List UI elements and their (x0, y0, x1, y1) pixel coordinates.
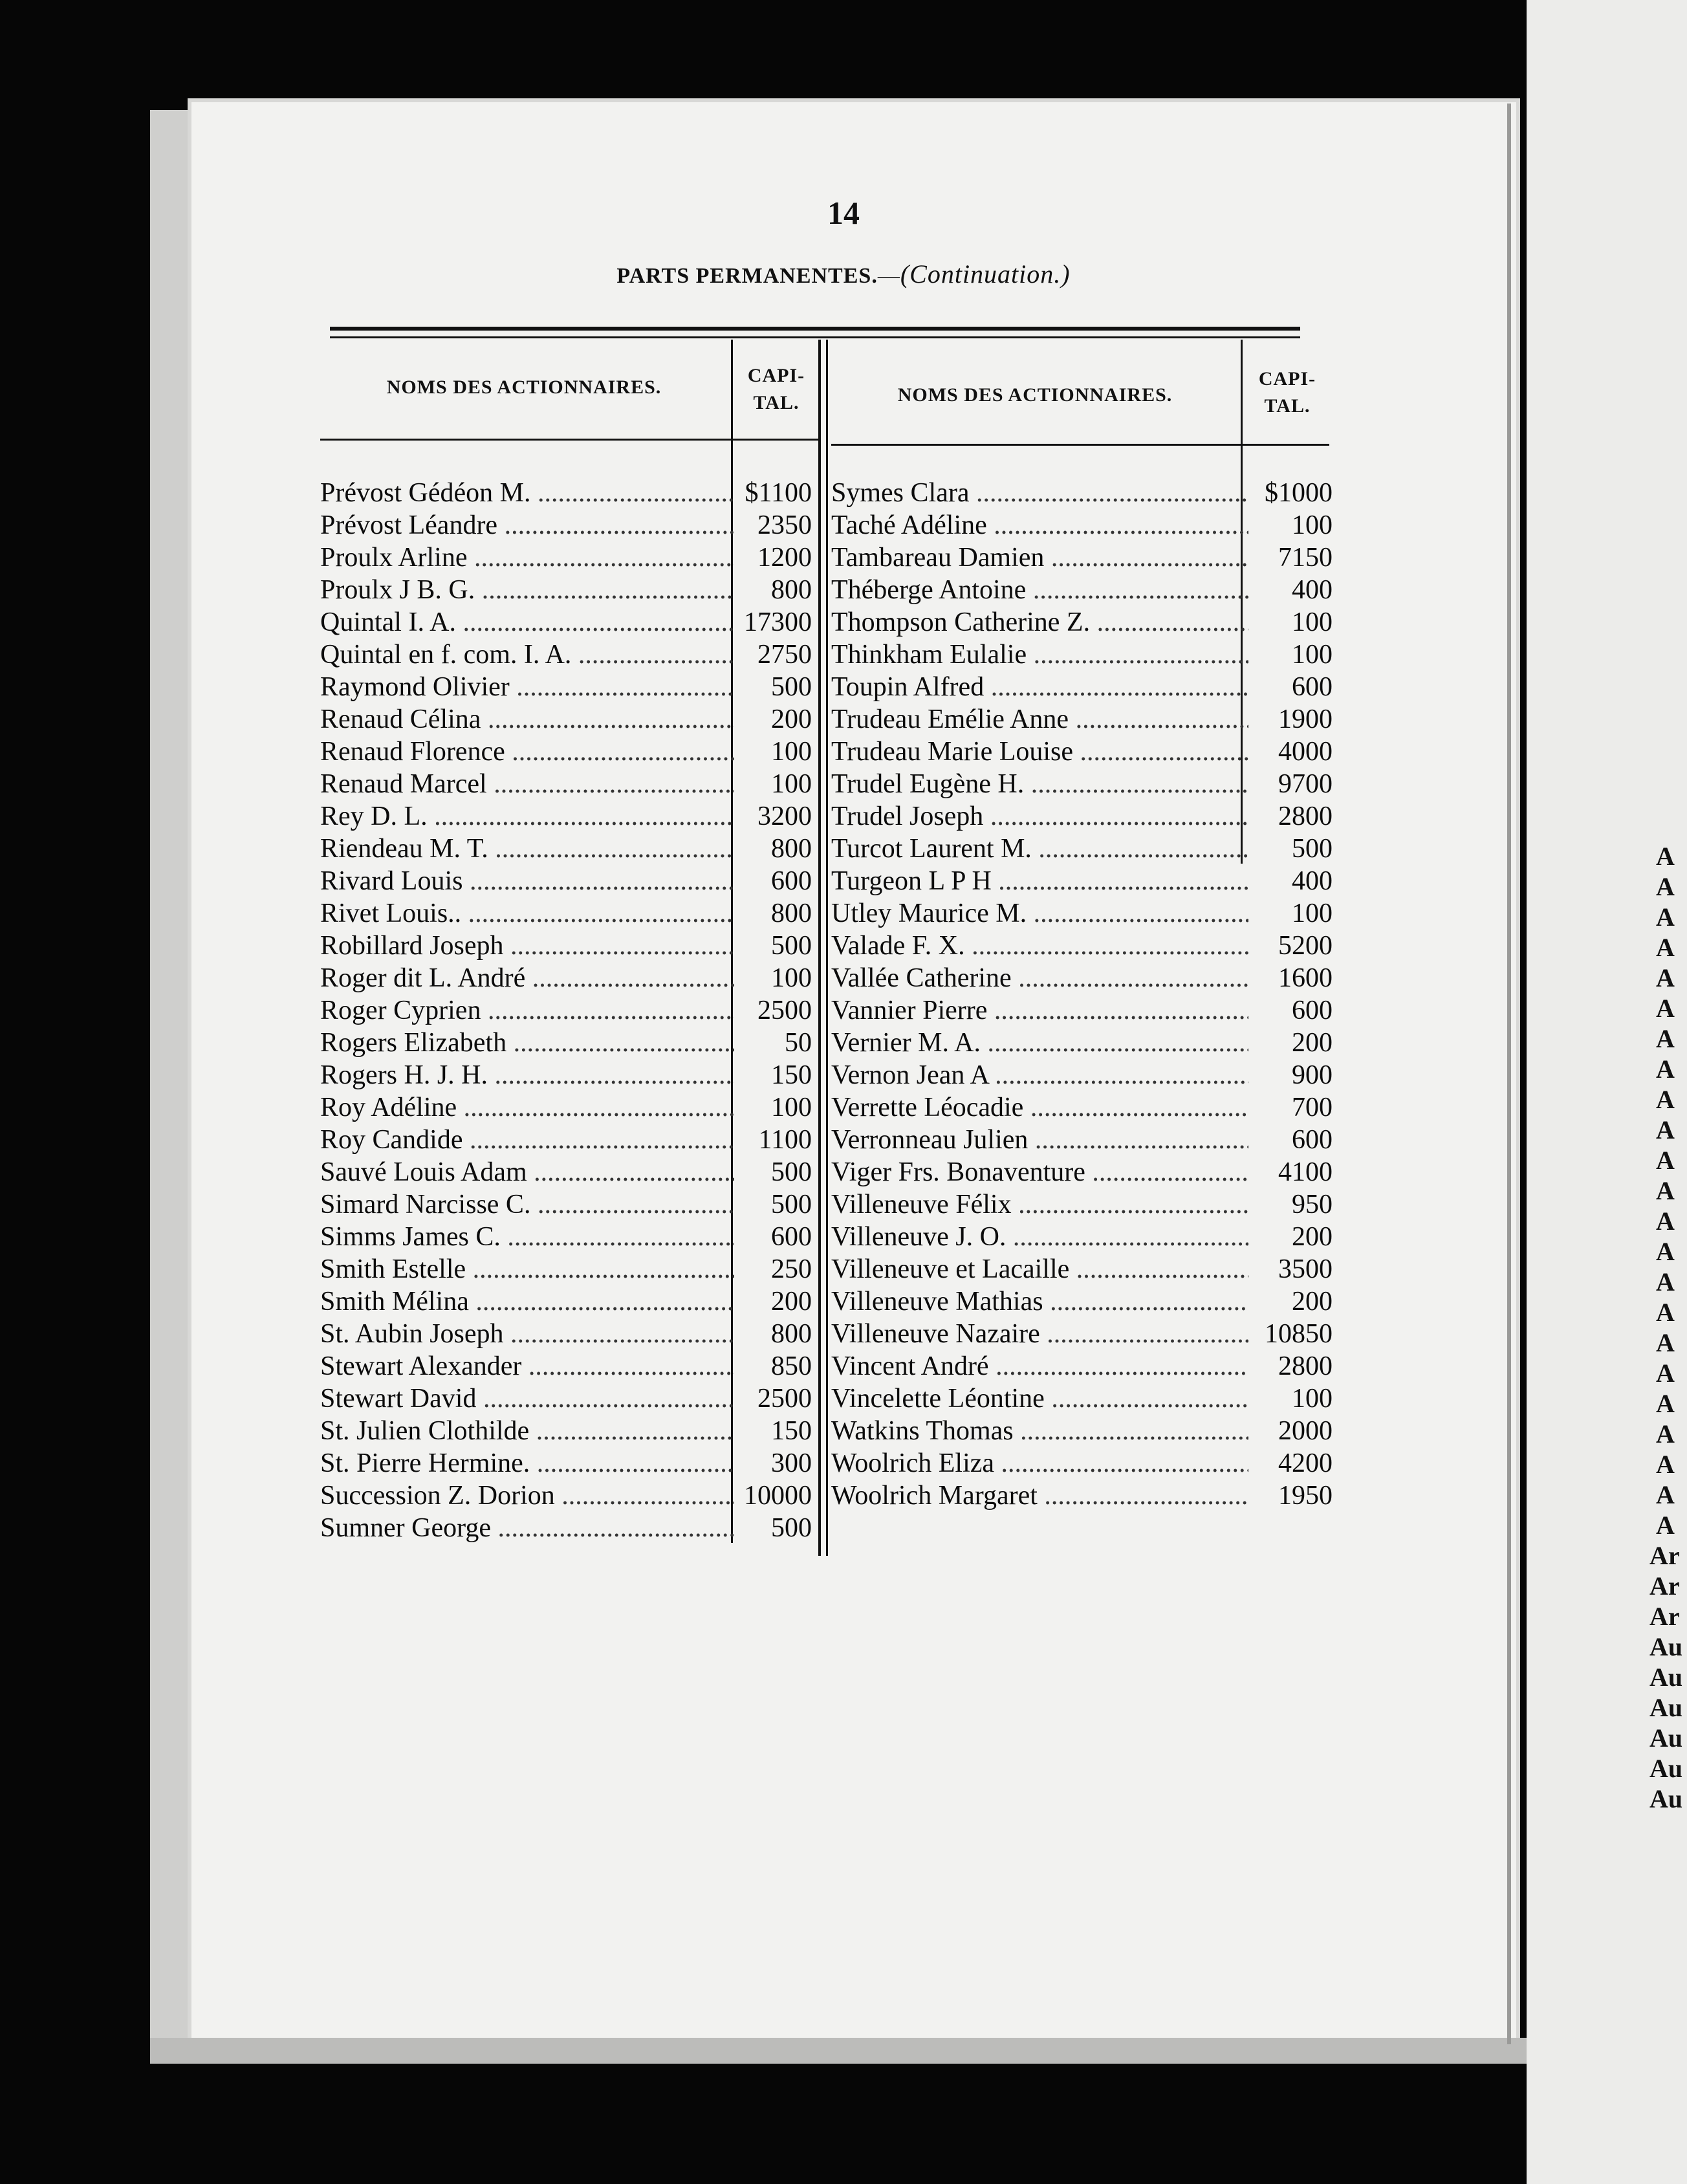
shareholder-name: Villeneuve Mathias ..... (831, 1286, 1248, 1317)
facing-page-letter: A (1656, 1450, 1675, 1479)
header-bottom-rule-left (320, 439, 818, 441)
shareholder-name: Symes Clara ..... (831, 477, 1248, 508)
capital-amount: 17300 (741, 607, 812, 638)
shareholder-name: Vincent André ..... (831, 1351, 1248, 1382)
capital-amount: 100 (1289, 607, 1333, 638)
capital-amount: 1200 (755, 542, 812, 573)
list-item (320, 963, 812, 995)
list-item (831, 1189, 1333, 1221)
capital-amount: 100 (1289, 510, 1333, 541)
list-item (831, 769, 1333, 801)
capital-amount: 200 (1289, 1286, 1333, 1317)
right-column-list (831, 477, 1333, 1512)
list-item (320, 672, 812, 704)
shareholder-name: Riendeau M. T. ..... (320, 833, 734, 864)
shareholder-name: Woolrich Eliza ..... (831, 1448, 1248, 1479)
list-item (320, 639, 812, 672)
shareholder-name: Roy Adéline ..... (320, 1092, 734, 1123)
list-item (831, 866, 1333, 898)
list-item (831, 833, 1333, 866)
shareholder-name: Taché Adéline ..... (831, 510, 1248, 541)
facing-page-letter: A (1656, 842, 1675, 871)
shareholder-name: Turcot Laurent M. ..... (831, 833, 1248, 864)
shareholder-name: St. Julien Clothilde ..... (320, 1415, 734, 1447)
capital-amount: 900 (1289, 1060, 1333, 1091)
facing-page-letter: A (1656, 1054, 1675, 1084)
list-item (320, 477, 812, 510)
list-item (320, 995, 812, 1027)
facing-page-letter: A (1656, 1085, 1675, 1114)
shareholder-name: Robillard Joseph ..... (320, 930, 734, 961)
capital-amount: 100 (768, 1092, 812, 1123)
list-item (831, 574, 1333, 607)
capital-amount: 950 (1289, 1189, 1333, 1220)
list-item (831, 1092, 1333, 1124)
list-item (320, 1189, 812, 1221)
list-item (320, 1383, 812, 1415)
capital-amount: 4200 (1276, 1448, 1333, 1479)
list-item (320, 833, 812, 866)
shareholder-name: Théberge Antoine ..... (831, 574, 1248, 606)
capital-amount: 700 (1289, 1092, 1333, 1123)
top-rule-thick (330, 327, 1300, 331)
list-item (831, 930, 1333, 963)
list-item (831, 995, 1333, 1027)
header-names-left: NOMS DES ACTIONNAIRES. (386, 377, 662, 398)
capital-amount: 10000 (741, 1480, 812, 1511)
header-names-right: NOMS DES ACTIONNAIRES. (897, 384, 1173, 406)
binding-gutter (1507, 104, 1511, 2044)
shareholder-name: Verrette Léocadie ..... (831, 1092, 1248, 1123)
shareholder-name: Villeneuve Félix ..... (831, 1189, 1248, 1220)
capital-amount: 2800 (1276, 1351, 1333, 1382)
list-item (831, 1480, 1333, 1512)
capital-amount: 5200 (1276, 930, 1333, 961)
facing-page-letter: Au (1649, 1663, 1683, 1692)
list-item (831, 1448, 1333, 1480)
capital-amount: 500 (768, 1512, 812, 1544)
list-item (320, 1415, 812, 1448)
capital-amount: 7150 (1276, 542, 1333, 573)
facing-page-letter: A (1656, 1115, 1675, 1144)
capital-amount: 2500 (755, 1383, 812, 1414)
shareholder-name: Prévost Léandre ..... (320, 510, 734, 541)
shareholder-name: Smith Mélina ..... (320, 1286, 734, 1317)
shareholder-name: Utley Maurice M. ..... (831, 898, 1248, 929)
capital-amount: 200 (1289, 1027, 1333, 1058)
facing-page-letter: Au (1649, 1632, 1683, 1661)
shareholder-name: Rivet Louis.. ..... (320, 898, 734, 929)
shareholder-name: Toupin Alfred ..... (831, 672, 1248, 703)
top-rule-thin (330, 336, 1300, 338)
list-item (831, 477, 1333, 510)
list-item (320, 898, 812, 930)
facing-page-letter: A (1656, 1359, 1675, 1388)
shareholder-name: Renaud Marcel ..... (320, 769, 734, 800)
list-item (831, 1254, 1333, 1286)
capital-amount: 100 (768, 963, 812, 994)
list-item (831, 1318, 1333, 1351)
shareholder-name: Roger Cyprien ..... (320, 995, 734, 1026)
list-item (320, 1124, 812, 1157)
facing-page-letter: A (1656, 1176, 1675, 1205)
facing-page-edge (1527, 0, 1687, 2184)
page-edge-bottom (150, 2038, 1528, 2064)
capital-amount: 800 (768, 574, 812, 606)
section-title-caps: PARTS PERMANENTES. (616, 264, 878, 288)
shareholder-name: Viger Frs. Bonaventure ..... (831, 1157, 1248, 1188)
capital-amount: 100 (1289, 639, 1333, 670)
list-item (320, 866, 812, 898)
list-item (831, 1157, 1333, 1189)
shareholder-name: Rogers Elizabeth ..... (320, 1027, 734, 1058)
capital-amount: 500 (768, 930, 812, 961)
capital-amount: 1900 (1276, 704, 1333, 735)
facing-page-letter: A (1656, 1024, 1675, 1053)
capital-amount: 800 (768, 833, 812, 864)
list-item (831, 1124, 1333, 1157)
list-item (320, 574, 812, 607)
shareholder-name: Woolrich Margaret ..... (831, 1480, 1248, 1511)
shareholder-name: Sumner George ..... (320, 1512, 734, 1544)
facing-page-letter: Au (1649, 1784, 1683, 1813)
capital-amount: 4100 (1276, 1157, 1333, 1188)
facing-page-letter: A (1656, 1389, 1675, 1418)
list-item (831, 1415, 1333, 1448)
capital-amount: 600 (768, 1221, 812, 1252)
list-item (320, 1318, 812, 1351)
shareholder-name: Villeneuve et Lacaille ..... (831, 1254, 1248, 1285)
facing-page-letter: A (1656, 933, 1675, 962)
shareholder-name: Sauvé Louis Adam ..... (320, 1157, 734, 1188)
shareholder-name: Trudeau Marie Louise ..... (831, 736, 1248, 767)
shareholder-name: Simard Narcisse C. ..... (320, 1189, 734, 1220)
list-item (831, 510, 1333, 542)
shareholder-name: Roger dit L. André ..... (320, 963, 734, 994)
header-capital-left-line1: CAPI- (747, 365, 805, 386)
list-item (320, 1254, 812, 1286)
list-item (831, 1060, 1333, 1092)
shareholder-name: Vernon Jean A ..... (831, 1060, 1248, 1091)
shareholder-name: Raymond Olivier ..... (320, 672, 734, 703)
facing-page-letter: A (1656, 1267, 1675, 1296)
facing-page-letter: Ar (1649, 1571, 1680, 1600)
shareholder-name: Vincelette Léontine ..... (831, 1383, 1248, 1414)
capital-amount: 100 (768, 769, 812, 800)
list-item (831, 898, 1333, 930)
column-rule-center-b (826, 340, 828, 1556)
list-item (831, 704, 1333, 736)
capital-amount: 150 (768, 1060, 812, 1091)
shareholder-name: Villeneuve J. O. ..... (831, 1221, 1248, 1252)
list-item (831, 736, 1333, 769)
shareholder-name: Quintal en f. com. I. A. ..... (320, 639, 734, 670)
capital-amount: 400 (1289, 574, 1333, 606)
capital-amount: 4000 (1276, 736, 1333, 767)
facing-page-letter: A (1656, 1328, 1675, 1357)
header-capital-left-line2: TAL. (753, 392, 800, 413)
list-item (320, 542, 812, 574)
header-bottom-rule-right (831, 444, 1329, 446)
shareholder-name: Proulx Arline ..... (320, 542, 734, 573)
facing-page-letter: A (1656, 1419, 1675, 1448)
list-item (831, 963, 1333, 995)
list-item (831, 1286, 1333, 1318)
shareholder-name: Valade F. X. ..... (831, 930, 1248, 961)
shareholder-name: Renaud Florence ..... (320, 736, 734, 767)
capital-amount: 500 (1289, 833, 1333, 864)
capital-amount: 800 (768, 1318, 812, 1349)
facing-page-letter: Au (1649, 1754, 1683, 1783)
capital-amount: 200 (768, 704, 812, 735)
capital-amount: 500 (768, 1157, 812, 1188)
facing-page-letter: A (1656, 1511, 1675, 1540)
facing-page-letter: A (1656, 1480, 1675, 1509)
section-title-dash: — (877, 264, 900, 288)
shareholder-name: Rogers H. J. H. ..... (320, 1060, 734, 1091)
capital-amount: 600 (1289, 995, 1333, 1026)
list-item (320, 1512, 812, 1545)
capital-amount: $1100 (743, 477, 812, 508)
capital-amount: 200 (768, 1286, 812, 1317)
list-item (831, 672, 1333, 704)
facing-page-letter: A (1656, 1237, 1675, 1266)
shareholder-name: Succession Z. Dorion ..... (320, 1480, 734, 1511)
shareholder-name: Vannier Pierre ..... (831, 995, 1248, 1026)
shareholder-name: Stewart David ..... (320, 1383, 734, 1414)
list-item (320, 1157, 812, 1189)
shareholder-name: Vernier M. A. ..... (831, 1027, 1248, 1058)
shareholder-name: Stewart Alexander ..... (320, 1351, 734, 1382)
facing-page-letter: A (1656, 1207, 1675, 1236)
page-edge-left (150, 110, 189, 2038)
shareholder-name: Quintal I. A. ..... (320, 607, 734, 638)
header-capital-left (734, 362, 818, 417)
capital-amount: 9700 (1276, 769, 1333, 800)
list-item (320, 704, 812, 736)
capital-amount: 300 (768, 1448, 812, 1479)
shareholder-name: Rey D. L. ..... (320, 801, 734, 832)
capital-amount: 2750 (755, 639, 812, 670)
shareholder-name: Trudel Eugène H. ..... (831, 769, 1248, 800)
list-item (831, 607, 1333, 639)
list-item (831, 1351, 1333, 1383)
section-title-italic: (Continuation.) (900, 259, 1071, 289)
header-capital-right (1245, 366, 1329, 420)
shareholder-name: Vallée Catherine ..... (831, 963, 1248, 994)
list-item (320, 801, 812, 833)
list-item (831, 1221, 1333, 1254)
list-item (320, 769, 812, 801)
list-item (320, 1060, 812, 1092)
column-rule-center-a (818, 340, 821, 1556)
capital-amount: 100 (768, 736, 812, 767)
capital-amount: 600 (1289, 1124, 1333, 1155)
header-capital-right-line1: CAPI- (1258, 368, 1316, 389)
capital-amount: 100 (1289, 1383, 1333, 1414)
capital-amount: 800 (768, 898, 812, 929)
shareholder-name: Roy Candide ..... (320, 1124, 734, 1155)
facing-page-letter: Ar (1649, 1602, 1680, 1631)
list-item (320, 1286, 812, 1318)
capital-amount: 1950 (1276, 1480, 1333, 1511)
shareholder-name: Turgeon L P H ..... (831, 866, 1248, 897)
shareholder-name: Smith Estelle ..... (320, 1254, 734, 1285)
shareholder-name: Verronneau Julien ..... (831, 1124, 1248, 1155)
facing-page-letter: A (1656, 994, 1675, 1023)
capital-amount: 500 (768, 672, 812, 703)
capital-amount: 600 (768, 866, 812, 897)
list-item (320, 510, 812, 542)
capital-amount: $1000 (1262, 477, 1333, 508)
capital-amount: 850 (768, 1351, 812, 1382)
shareholder-name: Trudel Joseph ..... (831, 801, 1248, 832)
facing-page-letter: A (1656, 1146, 1675, 1175)
list-item (320, 607, 812, 639)
shareholder-name: Watkins Thomas ..... (831, 1415, 1248, 1447)
capital-amount: 150 (768, 1415, 812, 1447)
section-title (0, 259, 1687, 289)
page-number: 14 (827, 195, 860, 231)
list-item (320, 930, 812, 963)
capital-amount: 250 (768, 1254, 812, 1285)
capital-amount: 200 (1289, 1221, 1333, 1252)
shareholder-name: St. Pierre Hermine. ..... (320, 1448, 734, 1479)
list-item (831, 1383, 1333, 1415)
shareholder-name: Thompson Catherine Z. ..... (831, 607, 1248, 638)
shareholder-name: Villeneuve Nazaire ..... (831, 1318, 1248, 1349)
capital-amount: 1100 (756, 1124, 812, 1155)
capital-amount: 2000 (1276, 1415, 1333, 1447)
capital-amount: 3500 (1276, 1254, 1333, 1285)
shareholder-name: Trudeau Emélie Anne ..... (831, 704, 1248, 735)
capital-amount: 50 (782, 1027, 812, 1058)
capital-amount: 2800 (1276, 801, 1333, 832)
capital-amount: 2500 (755, 995, 812, 1026)
facing-page-letter: A (1656, 872, 1675, 901)
list-item (831, 639, 1333, 672)
capital-amount: 3200 (755, 801, 812, 832)
capital-amount: 2350 (755, 510, 812, 541)
list-item (320, 1351, 812, 1383)
list-item (320, 1221, 812, 1254)
capital-amount: 1600 (1276, 963, 1333, 994)
capital-amount: 500 (768, 1189, 812, 1220)
facing-page-letter: A (1656, 902, 1675, 932)
capital-amount: 400 (1289, 866, 1333, 897)
header-capital-right-line2: TAL. (1264, 395, 1311, 417)
list-item (831, 542, 1333, 574)
facing-page-letter: A (1656, 1298, 1675, 1327)
shareholder-name: St. Aubin Joseph ..... (320, 1318, 734, 1349)
facing-page-letter: Au (1649, 1723, 1683, 1753)
list-item (831, 801, 1333, 833)
shareholder-name: Tambareau Damien ..... (831, 542, 1248, 573)
list-item (320, 1092, 812, 1124)
list-item (320, 1448, 812, 1480)
capital-amount: 10850 (1262, 1318, 1333, 1349)
list-item (320, 1480, 812, 1512)
capital-amount: 100 (1289, 898, 1333, 929)
shareholder-name: Prévost Gédéon M. ..... (320, 477, 734, 508)
list-item (320, 736, 812, 769)
list-item (831, 1027, 1333, 1060)
facing-page-letter: A (1656, 963, 1675, 992)
shareholder-name: Simms James C. ..... (320, 1221, 734, 1252)
capital-amount: 600 (1289, 672, 1333, 703)
shareholder-name: Proulx J B. G. ..... (320, 574, 734, 606)
shareholder-name: Thinkham Eulalie ..... (831, 639, 1248, 670)
list-item (320, 1027, 812, 1060)
shareholder-name: Rivard Louis ..... (320, 866, 734, 897)
facing-page-letter: Au (1649, 1693, 1683, 1722)
shareholder-name: Renaud Célina ..... (320, 704, 734, 735)
facing-page-letter: Ar (1649, 1541, 1680, 1570)
left-column-list (320, 477, 812, 1545)
